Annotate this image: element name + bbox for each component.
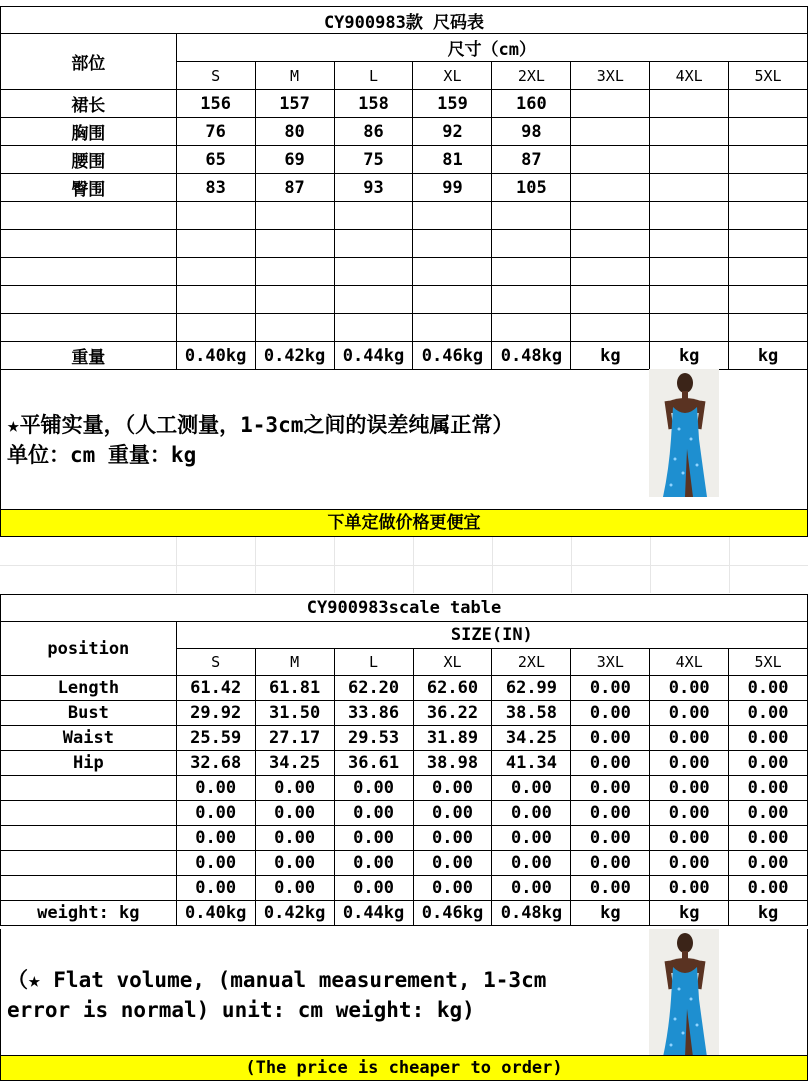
table-cell: 0.00 [729, 801, 808, 826]
table-cell: 83 [176, 174, 255, 202]
sheet-gap [0, 537, 808, 593]
table-row [1, 286, 808, 314]
table-cell: 160 [492, 90, 571, 118]
table-cell: 86 [334, 118, 413, 146]
table-cell: 0.00 [334, 826, 413, 851]
size-label: 2XL [492, 649, 571, 676]
table-cell: 0.00 [571, 851, 650, 876]
table-cell: 32.68 [176, 751, 255, 776]
table-cell [413, 230, 492, 258]
weight-cell: kg [729, 901, 808, 926]
weight-cell: 0.44kg [334, 901, 413, 926]
measurement-label: 胸围 [1, 118, 177, 146]
table-cell: 38.98 [413, 751, 492, 776]
table-cell [492, 314, 571, 342]
table-cell [650, 230, 729, 258]
table-cell: 0.00 [334, 776, 413, 801]
table-cell [650, 146, 729, 174]
note-line-2: 单位：cm 重量：kg [7, 443, 197, 467]
table-cell: 36.61 [334, 751, 413, 776]
weight-label: weight: kg [1, 901, 177, 926]
table-row [1, 174, 808, 202]
position-header: 部位 [1, 34, 177, 90]
table-cell: 0.00 [650, 726, 729, 751]
table-row [1, 851, 808, 876]
table-cell [729, 90, 808, 118]
product-photo [649, 369, 719, 497]
table-cell [650, 314, 729, 342]
position-header: position [1, 622, 177, 676]
size-label: 5XL [729, 649, 808, 676]
table-cell: 159 [413, 90, 492, 118]
table-cell: 81 [413, 146, 492, 174]
table-cell [176, 230, 255, 258]
weight-cell: kg [650, 342, 729, 370]
table-cell: 34.25 [492, 726, 571, 751]
table-cell: 156 [176, 90, 255, 118]
table-cell: 61.81 [255, 676, 334, 701]
size-label: XL [413, 62, 492, 90]
measurement-label [1, 876, 177, 901]
note-line-1: ★平铺实量，（人工测量，1-3cm之间的误差纯属正常） [7, 413, 514, 437]
table-cell: 93 [334, 174, 413, 202]
table-cell: 33.86 [334, 701, 413, 726]
table-cell: 0.00 [176, 851, 255, 876]
weight-cell: 0.42kg [255, 901, 334, 926]
table-cell: 65 [176, 146, 255, 174]
table-cell [729, 118, 808, 146]
table-cell [492, 286, 571, 314]
table-cell: 41.34 [492, 751, 571, 776]
measurement-label [1, 230, 177, 258]
measurement-label [1, 826, 177, 851]
table-cell [729, 286, 808, 314]
table-row [1, 801, 808, 826]
size-label: L [334, 62, 413, 90]
size-label: 2XL [492, 62, 571, 90]
table-cell [571, 230, 650, 258]
weight-cell: 0.46kg [413, 342, 492, 370]
table-cell [571, 146, 650, 174]
table-cell: 29.53 [334, 726, 413, 751]
table-cell: 27.17 [255, 726, 334, 751]
table-cell [729, 202, 808, 230]
table-cell: 0.00 [650, 701, 729, 726]
weight-cell: kg [650, 901, 729, 926]
size-label: XL [413, 649, 492, 676]
measurement-label: Waist [1, 726, 177, 751]
table-cell [334, 202, 413, 230]
table-cell: 75 [334, 146, 413, 174]
table-cell [413, 258, 492, 286]
measurement-label [1, 776, 177, 801]
table-cell: 0.00 [571, 876, 650, 901]
table-cell: 0.00 [729, 701, 808, 726]
table-cell [413, 202, 492, 230]
table-cell: 80 [255, 118, 334, 146]
weight-cell: 0.40kg [176, 342, 255, 370]
table-cell: 31.50 [255, 701, 334, 726]
note-line-2: error is normal) unit: cm weight: kg) [7, 998, 475, 1022]
table-cell [650, 258, 729, 286]
table-cell [571, 90, 650, 118]
table-cell: 0.00 [729, 776, 808, 801]
table-cell [571, 258, 650, 286]
table-cell [255, 258, 334, 286]
table-cell [492, 258, 571, 286]
weight-row [1, 342, 808, 370]
weight-label: 重量 [1, 342, 177, 370]
table-cell: 31.89 [413, 726, 492, 751]
table-cell: 34.25 [255, 751, 334, 776]
weight-cell: 0.44kg [334, 342, 413, 370]
table-cell [176, 314, 255, 342]
table-cell: 0.00 [571, 751, 650, 776]
weight-cell: 0.42kg [255, 342, 334, 370]
size-label: 3XL [571, 649, 650, 676]
table-cell: 0.00 [255, 826, 334, 851]
table-cell [176, 258, 255, 286]
table-cell: 158 [334, 90, 413, 118]
table-cell: 0.00 [571, 826, 650, 851]
table-cell [334, 230, 413, 258]
table-cell [650, 202, 729, 230]
measurement-label: 腰围 [1, 146, 177, 174]
table-cell [650, 174, 729, 202]
table-cell [176, 202, 255, 230]
size-label: L [334, 649, 413, 676]
table-cell [413, 286, 492, 314]
table-cell: 0.00 [334, 876, 413, 901]
table-cell [334, 286, 413, 314]
table-cell [255, 314, 334, 342]
table-cell: 0.00 [729, 851, 808, 876]
measurement-label: 裙长 [1, 90, 177, 118]
table-row [1, 776, 808, 801]
table-cell: 87 [492, 146, 571, 174]
measurement-label: Bust [1, 701, 177, 726]
table-cell: 62.20 [334, 676, 413, 701]
dress-model-image [649, 929, 719, 1057]
weight-cell: 0.46kg [413, 901, 492, 926]
table-row [1, 118, 808, 146]
weight-cell: 0.48kg [492, 342, 571, 370]
table-cell: 0.00 [334, 851, 413, 876]
table-row [1, 146, 808, 174]
measurement-label [1, 286, 177, 314]
table-cell [729, 230, 808, 258]
table-row [1, 826, 808, 851]
table-cell [729, 146, 808, 174]
table-cell: 0.00 [492, 776, 571, 801]
size-header: 尺寸（cm） [176, 34, 807, 62]
table-cell: 0.00 [255, 776, 334, 801]
table-cell [413, 314, 492, 342]
table-cell: 0.00 [176, 776, 255, 801]
table-row [1, 701, 808, 726]
table-cell: 0.00 [492, 851, 571, 876]
table-cell: 0.00 [334, 801, 413, 826]
table-cell [650, 118, 729, 146]
size-label: S [176, 649, 255, 676]
table-row [1, 314, 808, 342]
weight-cell: kg [571, 342, 650, 370]
table-cell: 0.00 [650, 876, 729, 901]
table-cell [255, 202, 334, 230]
table-cell: 0.00 [571, 676, 650, 701]
table-cell: 105 [492, 174, 571, 202]
size-label: M [255, 62, 334, 90]
table-cell: 99 [413, 174, 492, 202]
table-cell: 0.00 [650, 801, 729, 826]
table-cell: 0.00 [729, 826, 808, 851]
table-cell [729, 314, 808, 342]
size-chart-cn [0, 6, 808, 370]
weight-cell: 0.40kg [176, 901, 255, 926]
table-cell [571, 314, 650, 342]
table-cell [176, 286, 255, 314]
table-cell: 62.60 [413, 676, 492, 701]
table-cell: 0.00 [492, 876, 571, 901]
product-photo [649, 929, 719, 1057]
table-row [1, 202, 808, 230]
table-cell: 87 [255, 174, 334, 202]
weight-cell: 0.48kg [492, 901, 571, 926]
table-cell [571, 202, 650, 230]
weight-row [1, 901, 808, 926]
size-label: S [176, 62, 255, 90]
measurement-label [1, 801, 177, 826]
table-cell [334, 314, 413, 342]
table-cell: 0.00 [571, 801, 650, 826]
table-cell [492, 202, 571, 230]
table-cell: 0.00 [729, 726, 808, 751]
table-cell: 0.00 [650, 851, 729, 876]
promo-banner-en: (The price is cheaper to order) [0, 1055, 808, 1081]
table-row [1, 676, 808, 701]
table-cell: 0.00 [413, 801, 492, 826]
table-cell: 0.00 [729, 751, 808, 776]
table-cell [255, 286, 334, 314]
table-cell: 69 [255, 146, 334, 174]
table-row [1, 751, 808, 776]
measurement-label [1, 314, 177, 342]
table-cell [650, 90, 729, 118]
table-cell: 0.00 [729, 676, 808, 701]
table-cell: 0.00 [176, 876, 255, 901]
table-cell: 29.92 [176, 701, 255, 726]
table-cell: 0.00 [255, 851, 334, 876]
measurement-label [1, 202, 177, 230]
table-cell: 0.00 [492, 801, 571, 826]
table-cell: 36.22 [413, 701, 492, 726]
dress-model-image [649, 369, 719, 497]
table-cell: 0.00 [650, 826, 729, 851]
size-label: 4XL [650, 62, 729, 90]
table-cell: 92 [413, 118, 492, 146]
measurement-label: 臀围 [1, 174, 177, 202]
table-cell: 0.00 [650, 751, 729, 776]
measurement-label [1, 258, 177, 286]
table-cell [255, 230, 334, 258]
measurement-label: Hip [1, 751, 177, 776]
table-cell: 0.00 [176, 801, 255, 826]
table-cell [729, 258, 808, 286]
table-row [1, 230, 808, 258]
table-cell: 0.00 [255, 801, 334, 826]
note-line-1: （★ Flat volume, (manual measurement, 1-3cm [7, 968, 547, 992]
table-cell: 0.00 [413, 876, 492, 901]
table-cell: 98 [492, 118, 571, 146]
table-cell: 0.00 [492, 826, 571, 851]
table-cell: 0.00 [571, 776, 650, 801]
table-cell [334, 258, 413, 286]
table-cell: 0.00 [413, 776, 492, 801]
table-cell: 61.42 [176, 676, 255, 701]
table-cell: 0.00 [571, 701, 650, 726]
table-cell: 62.99 [492, 676, 571, 701]
table-row [1, 90, 808, 118]
weight-cell: kg [571, 901, 650, 926]
size-label: M [255, 649, 334, 676]
size-label: 4XL [650, 649, 729, 676]
table-cell: 0.00 [729, 876, 808, 901]
table-row [1, 258, 808, 286]
table-cell: 38.58 [492, 701, 571, 726]
table-cell [650, 286, 729, 314]
size-header: SIZE(IN) [176, 622, 807, 649]
table-cell: 0.00 [255, 876, 334, 901]
table-cell [729, 174, 808, 202]
table-cell [492, 230, 571, 258]
table-cell: 0.00 [413, 851, 492, 876]
table-row [1, 726, 808, 751]
table-cell: 0.00 [176, 826, 255, 851]
table-cell [571, 174, 650, 202]
table-cell: 0.00 [571, 726, 650, 751]
table-row [1, 876, 808, 901]
table-cell [571, 286, 650, 314]
table-cell: 76 [176, 118, 255, 146]
size-chart-en [0, 594, 808, 926]
promo-banner-cn: 下单定做价格更便宜 [0, 509, 808, 537]
size-label: 5XL [729, 62, 808, 90]
table-cell: 0.00 [650, 676, 729, 701]
size-label: 3XL [571, 62, 650, 90]
table-cell: 0.00 [650, 776, 729, 801]
table-title: CY900983scale table [1, 595, 808, 622]
table-cell: 0.00 [413, 826, 492, 851]
measurement-label [1, 851, 177, 876]
table-cell [571, 118, 650, 146]
measurement-label: Length [1, 676, 177, 701]
table-cell: 25.59 [176, 726, 255, 751]
table-cell: 157 [255, 90, 334, 118]
weight-cell: kg [729, 342, 808, 370]
table-title: CY900983款 尺码表 [1, 7, 808, 34]
